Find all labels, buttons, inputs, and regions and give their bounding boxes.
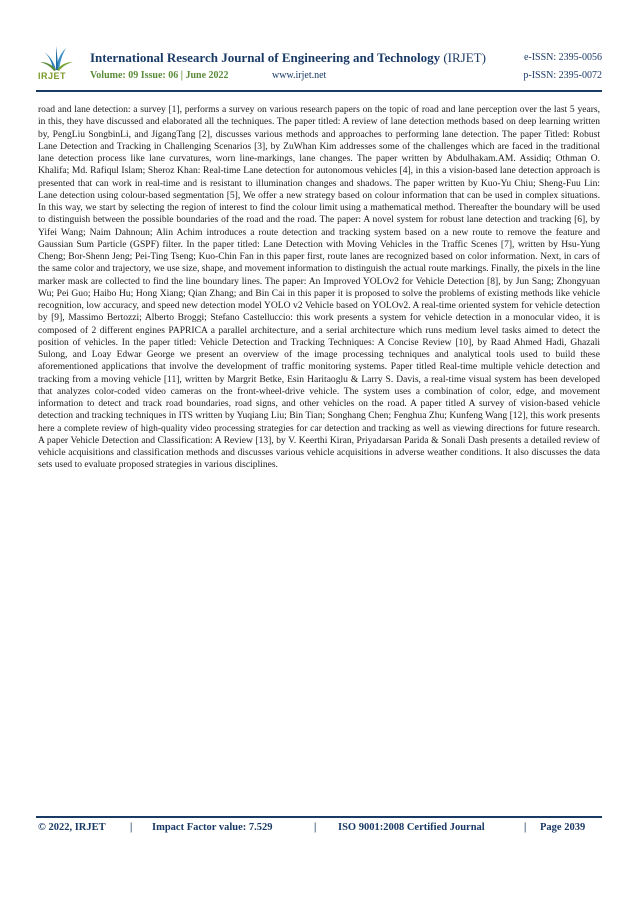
footer-separator: |: [524, 822, 527, 833]
header-divider: [36, 90, 602, 92]
footer-page-number: Page 2039: [540, 822, 586, 833]
footer-iso: ISO 9001:2008 Certified Journal: [338, 822, 485, 833]
logo-text: IRJET: [38, 71, 67, 81]
page-footer: [38, 822, 598, 838]
footer-separator: |: [314, 822, 317, 833]
footer-copyright: © 2022, IRJET: [38, 822, 106, 833]
footer-separator: |: [130, 822, 133, 833]
volume-issue: Volume: 09 Issue: 06 | June 2022: [90, 70, 229, 81]
journal-name: International Research Journal of Engineering and Technology: [90, 50, 441, 65]
pissn: p-ISSN: 2395-0072: [523, 70, 602, 81]
footer-impact-factor: Impact Factor value: 7.529: [152, 822, 273, 833]
body-paragraph: road and lane detection: a survey [1], performs a survey on various research papers on the topic of road and lane perception over the last 5 years, in this, they have discussed and elaborated all the techniques. The paper titled: A review of lane detection methods based on deep learning written by, PengLiu SongbinLi, and JigangTang [2], discusses various methods and approaches to performing lane detection. The paper Titled: Robust Lane Detection and Tracking in Challenging Scenarios [3], by ZuWhan Kim addresses some of the challenges which are faced in the traditional lane detection process like lane curvatures, worn line-markings, lane changes. The paper written by Abdulhakam.AM. Assidiq; Othman O. Khalifa; Md. Rafiqul Islam; Sheroz Khan: Real-time Lane detection for autonomous vehicles [4], in this a vision-based lane detection approach is presented that can work in real-time and is resistant to illumination changes and shadows. The paper written by Kuo-Yu Chiu; Sheng-Fuu Lin: Lane detection using colour-based segmentation [5], We offer a new strategy based on colour information that can be used in complex situations. In this way, we start by selecting the region of interest to find the colour limit using a mathematical method. Thereafter the boundary will be used to distinguish between the possible boundaries of the road and the road. The paper: A novel system for robust lane detection and tracking [6], by Yifei Wang; Naim Dahnoun; Alin Achim introduces a route detection and tracking system based on a new route to remove the feature and Gaussian Sum Particle (GSPF) filter. In the paper titled: Lane Detection with Moving Vehicles in the Traffic Scenes [7], written by Hsu-Yung Cheng; Bor-Shenn Jeng; Pei-Ting Tseng; Kuo-Chin Fan in this paper first, route lanes are recognized based on color information. Next, in cars of the same color and trajectory, we use size, shape, and movement information to distinguish the actual route markings. Finally, the pixels in the line marker mask are collected to find the line boundary lines. The paper: An Improved YOLOv2 for Vehicle Detection [8], by Jun Sang; Zhongyuan Wu; Pei Guo; Haibo Hu; Hong Xiang; Qian Zhang; and Bin Cai in this paper it is proposed to solve the problems of existing methods like vehicle recognition, low accuracy, and speed new detection model YOLO v2 Vehicle based on YOLOv2. A real-time oriented system for vehicle detection by [9], Massimo Bertozzi; Alberto Broggi; Stefano Castelluccio: this work presents a system for vehicle detection in a monocular video, it is composed of 2 different engines PAPRICA a parallel architecture, and a serial architecture which runs medium level tasks aimed to detect the position of vehicles. In the paper titled: Vehicle Detection and Tracking Techniques: A Concise Review [10], by Raad Ahmed Hadi, Ghazali Sulong, and Loay Edwar George we present an overview of the image processing techniques and analytical tools used to build these aforementioned applications that involve the development of traffic monitoring systems. Paper titled Real-time multiple vehicle detection and tracking from a moving vehicle [11], written by Margrit Betke, Esin Haritaoglu & Larry S. Davis, a real-time visual system has been developed that analyzes color-coded video cameras on the front-wheel-drive vehicle. The system uses a combination of color, edge, and movement information to detect and track road boundaries, road signs, and other vehicles on the road. A paper titled A survey of vision-based vehicle detection and tracking techniques in ITS written by Yuqiang Liu; Bin Tian; Songhang Chen; Fenghua Zhu; Kunfeng Wang [12], this work presents here a complete review of high-quality video processing strategies for car detection and tracking as well as viewing directions for future research. A paper Vehicle Detection and Classification: A Review [13], by V. Keerthi Kiran, Priyadarsan Parida & Sonali Dash presents a detailed review of vehicle acquisitions and classification methods and discusses various vehicle acquisitions in adverse weather conditions. It also discusses the data sets used to evaluate proposed strategies in various disciplines.: [38, 104, 600, 471]
journal-header: [36, 44, 602, 86]
journal-title: [90, 50, 486, 66]
journal-abbr: (IRJET): [443, 50, 486, 65]
journal-website-link[interactable]: www.irjet.net: [272, 70, 327, 81]
eissn: e-ISSN: 2395-0056: [523, 52, 602, 63]
footer-divider: [36, 816, 602, 818]
